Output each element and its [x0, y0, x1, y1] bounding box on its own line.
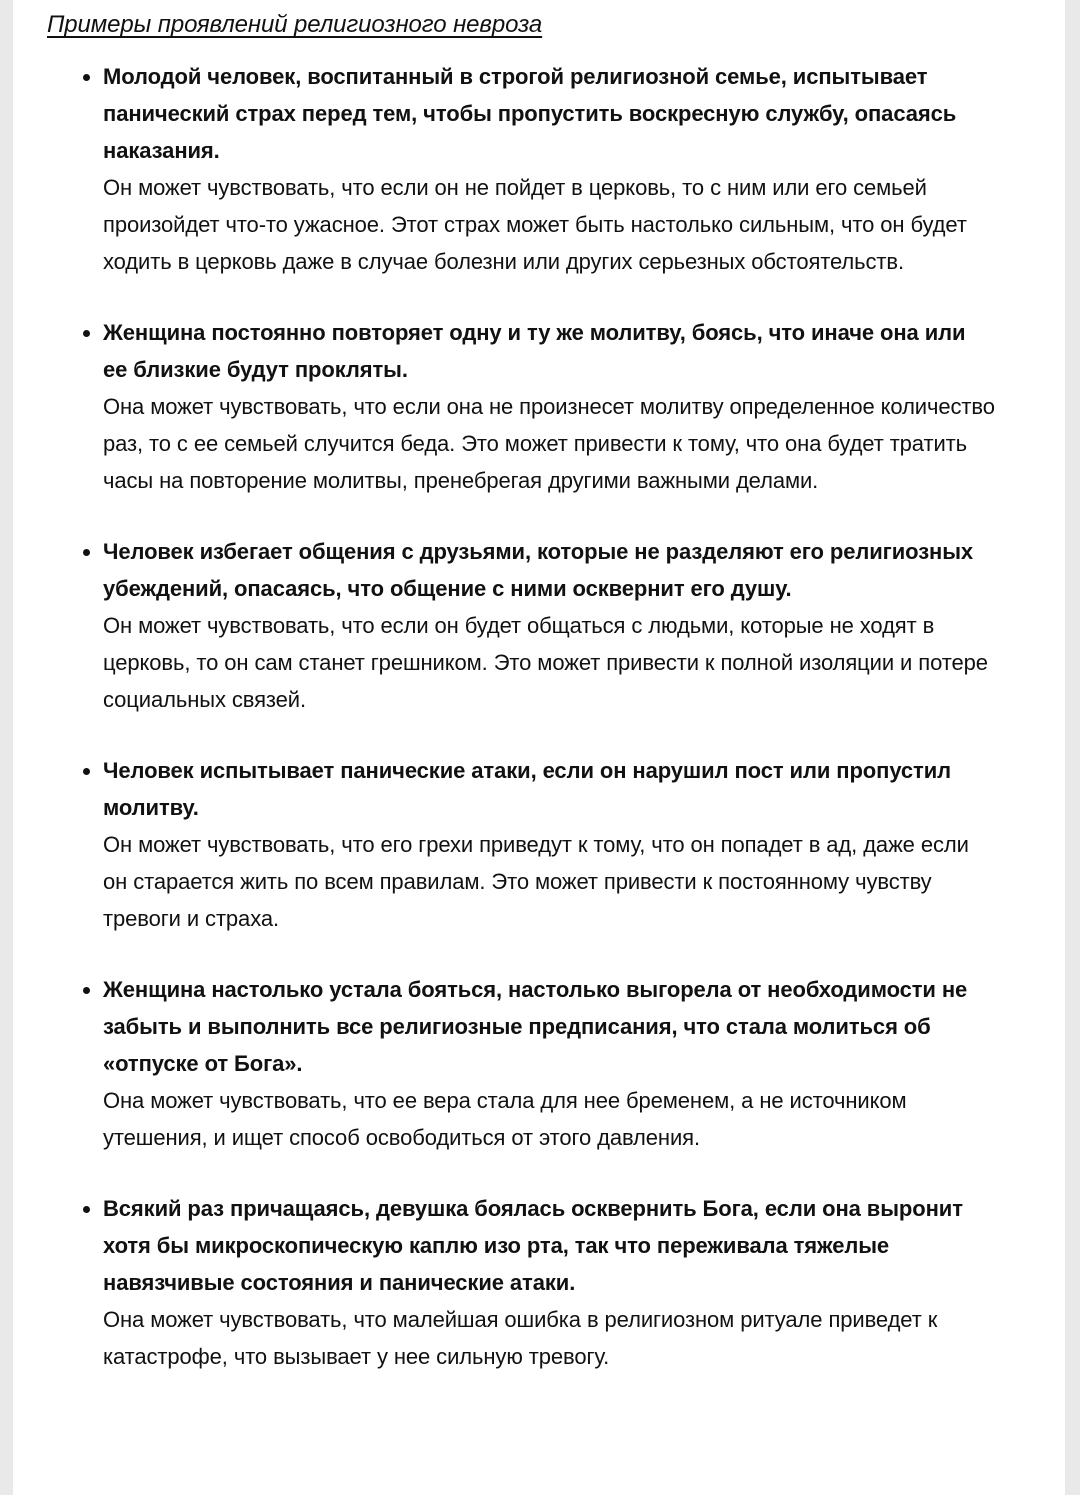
left-gutter — [0, 0, 13, 1495]
list-item — [103, 58, 995, 280]
item-lead-text: • Человек испытывает панические атаки, если он нарушил пост или пропустил молитву. — [103, 758, 952, 820]
page-title: Примеры проявлений религиозного невроза — [47, 11, 543, 38]
item-body-text: Он может чувствовать, что если он будет общаться с людьми, которые не ходят в церковь, то он сам станет грешником. Это может привести к полной изоляции и потере социальных связей. — [103, 613, 988, 712]
list-item — [103, 314, 995, 499]
item-lead-text: • Всякий раз причащаясь, девушка боялась осквернить Бога, если она выронит хотя бы микроскопическую каплю изо рта, так что переживала тяжелые навязчивые состояния и панические атаки. — [103, 1196, 963, 1295]
item-body-text: Она может чувствовать, что ее вера стала для нее бременем, а не источником утешения, и ищет способ освободиться от этого давления. — [103, 1088, 907, 1150]
item-lead-text: • Человек избегает общения с друзьями, которые не разделяют его религиозных убеждений, опасаясь, что общение с ними осквернит его душу. — [103, 539, 974, 601]
item-body-text: Она может чувствовать, что если она не произнесет молитву определенное количество раз, то с ее семьей случится беда. Это может привести к тому, что она будет тратить часы на повторение молитвы, пренебрегая другими важными делами. — [103, 394, 995, 493]
list-item — [103, 752, 995, 937]
item-body-text: Он может чувствовать, что его грехи приведут к тому, что он попадет в ад, даже если он старается жить по всем правилам. Это может привести к постоянному чувству тревоги и страха. — [103, 832, 969, 931]
list-item — [103, 971, 995, 1156]
list-item — [103, 533, 995, 718]
examples-list — [47, 58, 995, 1375]
item-body-text: Она может чувствовать, что малейшая ошибка в религиозном ритуале приведет к катастрофе, что вызывает у нее сильную тревогу. — [103, 1307, 938, 1369]
item-lead-text: • Женщина настолько устала бояться, настолько выгорела от необходимости не забыть и выполнить все религиозные предписания, что стала молиться об «отпуске от Бога». — [103, 977, 968, 1076]
right-gutter — [1065, 0, 1080, 1495]
list-item — [103, 1190, 995, 1375]
item-lead-text: • Молодой человек, воспитанный в строгой религиозной семье, испытывает панический страх перед тем, чтобы пропустить воскресную службу, опасаясь наказания. — [103, 64, 957, 163]
item-body-text: Он может чувствовать, что если он не пойдет в церковь, то с ним или его семьей произойдет что-то ужасное. Этот страх может быть настолько сильным, что он будет ходить в церковь даже в случае болезни или других серьезных обстоятельств. — [103, 175, 967, 274]
item-lead-text: • Женщина постоянно повторяет одну и ту же молитву, боясь, что иначе она или ее близкие будут прокляты. — [103, 320, 966, 382]
